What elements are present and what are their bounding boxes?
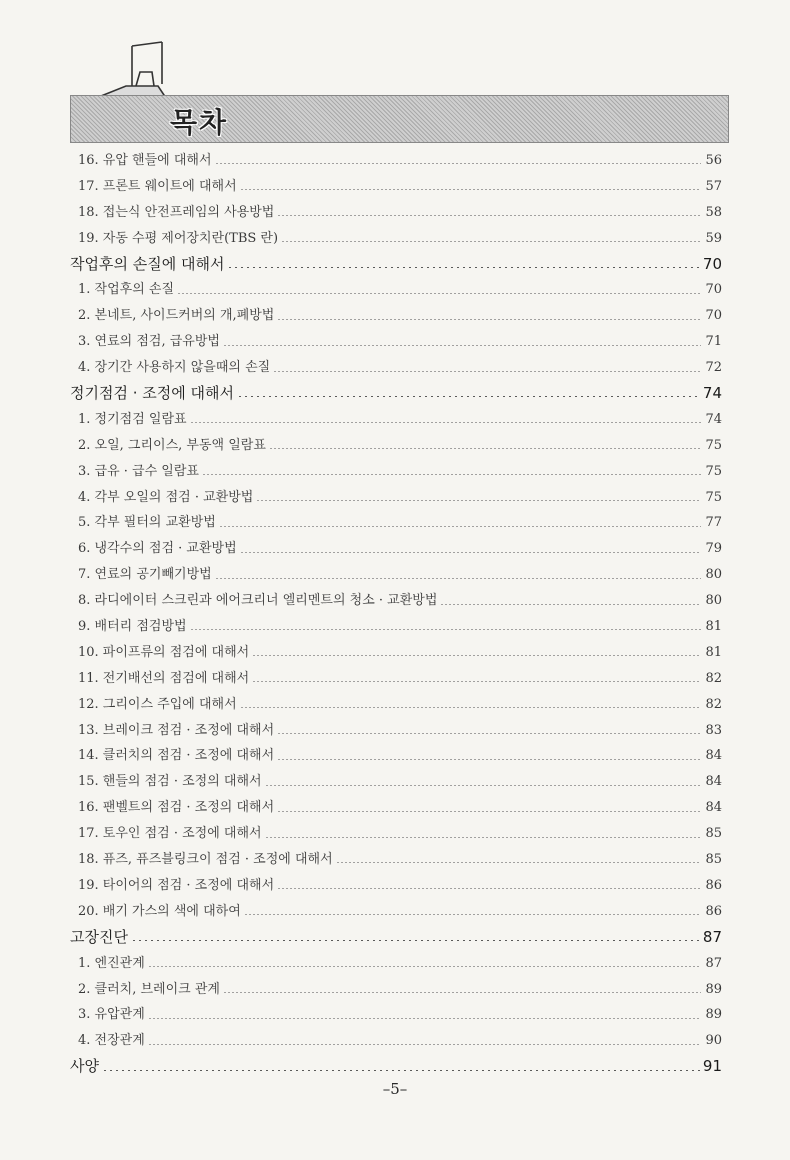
toc-entry-page: 81 xyxy=(705,644,722,660)
toc-entry-label: 9. 배터리 점검방법 xyxy=(78,619,187,635)
toc-entry-page: 75 xyxy=(705,437,722,453)
toc-entry-label: 7. 연료의 공기빼기방법 xyxy=(78,567,212,583)
toc-entry-page: 70 xyxy=(705,308,722,324)
toc-dot-leader xyxy=(131,940,700,941)
toc-entry-label: 12. 그리이스 주입에 대해서 xyxy=(78,696,237,712)
toc-dot-leader xyxy=(102,1070,700,1071)
toc-dot-leader xyxy=(148,1018,701,1019)
toc-entry-page: 57 xyxy=(705,178,722,194)
toc-item-row xyxy=(68,459,722,485)
toc-dot-leader xyxy=(177,293,701,294)
toc-entry-label: 19. 타이어의 점검 · 조정에 대해서 xyxy=(78,877,275,893)
toc-dot-leader xyxy=(240,707,701,708)
toc-section-row xyxy=(68,1054,722,1080)
toc-entry-label: 정기점검 · 조정에 대해서 xyxy=(70,384,234,403)
toc-entry-page: 84 xyxy=(705,800,722,816)
toc-entry-page: 85 xyxy=(705,852,722,868)
toc-entry-page: 86 xyxy=(705,903,722,919)
toc-entry-page: 81 xyxy=(705,619,722,635)
toc-entry-label: 14. 클러치의 점검 · 조정에 대해서 xyxy=(78,748,275,764)
toc-entry-page: 80 xyxy=(705,593,722,609)
toc-entry-page: 58 xyxy=(705,204,722,220)
toc-entry-label: 8. 라디에이터 스크린과 에어크리너 엘리멘트의 청소 · 교환방법 xyxy=(78,593,438,609)
toc-entry-label: 2. 오일, 그리이스, 부동액 일람표 xyxy=(78,437,266,453)
toc-dot-leader xyxy=(223,992,701,993)
toc-entry-page: 56 xyxy=(705,153,722,168)
toc-dot-leader xyxy=(240,189,701,190)
toc-item-row xyxy=(68,666,722,692)
toc-item-row xyxy=(68,769,722,795)
toc-entry-label: 18. 퓨즈, 퓨즈블링크이 점검 · 조정에 대해서 xyxy=(78,852,333,868)
toc-dot-leader xyxy=(277,733,701,734)
toc-entry-label: 17. 프론트 웨이트에 대해서 xyxy=(78,178,237,194)
toc-item-row xyxy=(68,873,722,899)
toc-entry-page: 89 xyxy=(705,981,722,997)
toc-dot-leader xyxy=(440,604,701,605)
toc-entry-label: 고장진단 xyxy=(70,927,128,946)
toc-entry-label: 17. 토우인 점검 · 조정에 대해서 xyxy=(78,826,262,842)
toc-item-row xyxy=(68,407,722,433)
toc-entry-label: 3. 급유 · 급수 일람표 xyxy=(78,463,199,479)
toc-entry-label: 3. 유압관계 xyxy=(78,1007,145,1023)
toc-entry-page: 74 xyxy=(705,411,722,427)
toc-entry-label: 19. 자동 수평 제어장치란(TBS 란) xyxy=(78,230,279,246)
toc-entry-label: 4. 전장관계 xyxy=(78,1033,145,1049)
toc-item-row xyxy=(68,355,722,381)
toc-entry-page: 72 xyxy=(705,360,722,376)
toc-dot-leader xyxy=(219,526,701,527)
toc-dot-leader xyxy=(277,759,701,760)
toc-dot-leader xyxy=(244,914,701,915)
toc-dot-leader xyxy=(237,396,700,397)
toc-entry-label: 1. 정기점검 일람표 xyxy=(78,411,187,427)
toc-item-row xyxy=(68,977,722,1003)
toc-entry-page: 86 xyxy=(705,877,722,893)
toc-dot-leader xyxy=(252,655,701,656)
toc-entry-label: 1. 작업후의 손질 xyxy=(78,282,175,298)
toc-header-bar xyxy=(70,95,729,143)
toc-dot-leader xyxy=(223,345,701,346)
toc-item-row xyxy=(68,614,722,640)
toc-dot-leader xyxy=(148,1044,701,1045)
toc-item-row xyxy=(68,951,722,977)
toc-entry-page: 82 xyxy=(705,696,722,712)
toc-entry-label: 사양 xyxy=(70,1057,99,1076)
toc-dot-leader xyxy=(265,785,701,786)
toc-entry-page: 80 xyxy=(705,567,722,583)
toc-item-row xyxy=(68,148,722,174)
toc-item-row xyxy=(68,821,722,847)
toc-entry-label: 5. 각부 필터의 교환방법 xyxy=(78,515,216,531)
toc-entry-page: 90 xyxy=(705,1033,722,1049)
toc-dot-leader xyxy=(215,163,701,164)
toc-entry-page: 82 xyxy=(705,670,722,686)
toc-entry-label: 15. 핸들의 점검 · 조정의 대해서 xyxy=(78,774,262,790)
toc-item-row xyxy=(68,588,722,614)
toc-item-row xyxy=(68,899,722,925)
toc-item-row xyxy=(68,200,722,226)
toc-item-row xyxy=(68,510,722,536)
toc-entry-page: 83 xyxy=(705,722,722,738)
toc-entry-page: 87 xyxy=(705,955,722,971)
toc-entry-label: 20. 배기 가스의 색에 대하여 xyxy=(78,903,241,919)
toc-entry-page: 70 xyxy=(705,282,722,298)
toc-entry-label: 4. 각부 오일의 점검 · 교환방법 xyxy=(78,489,254,505)
toc-entry-page: 89 xyxy=(705,1007,722,1023)
toc-entry-page: 84 xyxy=(705,774,722,790)
toc-entry-page: 70 xyxy=(702,254,722,273)
toc-dot-leader xyxy=(277,888,701,889)
toc-dot-leader xyxy=(202,474,701,475)
page-number: –5– xyxy=(382,1080,408,1098)
toc-entry-label: 6. 냉각수의 점검 · 교환방법 xyxy=(78,541,237,557)
toc-section-row xyxy=(68,381,722,407)
toc-entry-label: 13. 브레이크 점검 · 조정에 대해서 xyxy=(78,722,275,738)
toc-section-row xyxy=(68,925,722,951)
toc-entry-label: 3. 연료의 점검, 급유방법 xyxy=(78,334,220,350)
toc-entry-label: 16. 팬벨트의 점검 · 조정의 대해서 xyxy=(78,800,275,816)
toc-item-row xyxy=(68,847,722,873)
toc-item-row xyxy=(68,640,722,666)
toc-entry-page: 87 xyxy=(702,927,722,946)
toc-dot-leader xyxy=(215,578,701,579)
toc-entry-label: 1. 엔진관계 xyxy=(78,955,145,971)
toc-item-row xyxy=(68,303,722,329)
toc-item-row xyxy=(68,562,722,588)
toc-item-row xyxy=(68,485,722,511)
toc-entry-label: 10. 파이프류의 점검에 대해서 xyxy=(78,644,250,660)
toc-item-row xyxy=(68,277,722,303)
toc-item-row xyxy=(68,226,722,252)
toc-entry-label: 2. 본네트, 사이드커버의 개,폐방법 xyxy=(78,308,275,324)
toc-dot-leader xyxy=(190,629,701,630)
toc-entry-label: 11. 전기배선의 점검에 대해서 xyxy=(78,670,250,686)
toc-entry-page: 75 xyxy=(705,489,722,505)
toc-item-row xyxy=(68,795,722,821)
toc-dot-leader xyxy=(281,241,701,242)
toc-dot-leader xyxy=(265,837,701,838)
toc-dot-leader xyxy=(148,966,701,967)
toc-entry-page: 75 xyxy=(705,463,722,479)
toc-dot-leader xyxy=(256,500,701,501)
toc-entry-label: 16. 유압 핸들에 대해서 xyxy=(78,153,212,168)
toc-dot-leader xyxy=(277,811,701,812)
toc-dot-leader xyxy=(252,681,701,682)
table-of-contents xyxy=(68,148,722,1080)
toc-header-title: 목차 xyxy=(170,106,229,139)
toc-entry-page: 74 xyxy=(702,384,722,403)
toc-dot-leader xyxy=(336,862,701,863)
toc-item-row xyxy=(68,743,722,769)
toc-entry-page: 85 xyxy=(705,826,722,842)
toc-item-row xyxy=(68,536,722,562)
toc-item-row xyxy=(68,692,722,718)
toc-entry-label: 18. 접는식 안전프레임의 사용방법 xyxy=(78,204,275,220)
toc-entry-label: 4. 장기간 사용하지 않을때의 손질 xyxy=(78,360,271,376)
toc-dot-leader xyxy=(277,319,701,320)
toc-dot-leader xyxy=(240,552,701,553)
toc-dot-leader xyxy=(227,267,699,268)
toc-dot-leader xyxy=(269,448,701,449)
toc-entry-page: 77 xyxy=(705,515,722,531)
toc-item-row xyxy=(68,174,722,200)
toc-entry-page: 59 xyxy=(705,230,722,246)
toc-section-row xyxy=(68,252,722,278)
toc-item-row xyxy=(68,718,722,744)
toc-entry-page: 79 xyxy=(705,541,722,557)
toc-dot-leader xyxy=(277,215,701,216)
toc-item-row xyxy=(68,433,722,459)
toc-dot-leader xyxy=(190,422,701,423)
toc-entry-page: 84 xyxy=(705,748,722,764)
toc-entry-page: 71 xyxy=(705,334,722,350)
toc-entry-page: 91 xyxy=(702,1057,722,1076)
toc-item-row xyxy=(68,329,722,355)
toc-item-row xyxy=(68,1002,722,1028)
toc-entry-label: 2. 클러치, 브레이크 관계 xyxy=(78,981,220,997)
toc-dot-leader xyxy=(273,371,701,372)
toc-item-row xyxy=(68,1028,722,1054)
toc-entry-label: 작업후의 손질에 대해서 xyxy=(70,254,225,273)
